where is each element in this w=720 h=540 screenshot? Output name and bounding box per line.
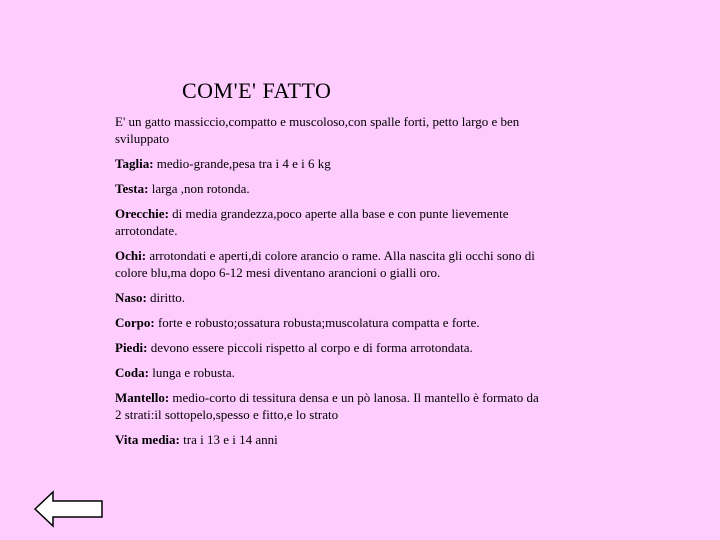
item-text: larga ,non rotonda. [151, 181, 250, 196]
left-arrow-icon [33, 490, 105, 528]
intro-paragraph: E' un gatto massiccio,compatto e muscoloso,con spalle forti, petto largo e ben sviluppato [115, 114, 520, 146]
item-coda [115, 364, 545, 381]
slide-title: COM'E' FATTO [182, 78, 332, 103]
item-mantello [115, 389, 545, 423]
back-button[interactable] [33, 490, 105, 528]
item-text: devono essere piccoli rispetto al corpo e di forma arrotondata. [150, 340, 473, 355]
item-corpo [115, 314, 545, 331]
item-label: Piedi: [115, 340, 148, 355]
item-taglia [115, 155, 545, 172]
item-text: lunga e robusta. [152, 365, 235, 380]
item-vita-media [115, 431, 545, 448]
item-piedi [115, 339, 545, 356]
item-label: Coda: [115, 365, 149, 380]
item-label: Orecchie: [115, 206, 169, 221]
item-label: Naso: [115, 290, 147, 305]
item-label: Corpo: [115, 315, 155, 330]
item-label: Testa: [115, 181, 149, 196]
item-label: Ochi: [115, 248, 147, 263]
item-text: diritto. [150, 290, 186, 305]
item-testa [115, 180, 545, 197]
slide-content [115, 113, 545, 456]
item-orecchie [115, 205, 545, 239]
item-text: forte e robusto;ossatura robusta;muscolatura compatta e forte. [157, 315, 480, 330]
item-occhi [115, 247, 545, 281]
item-label: Mantello: [115, 390, 170, 405]
item-text: medio-grande,pesa tra i 4 e i 6 kg [156, 156, 331, 171]
item-label: Vita media: [115, 432, 180, 447]
item-text: tra i 13 e i 14 anni [183, 432, 278, 447]
item-naso [115, 289, 545, 306]
item-text: di media grandezza,poco aperte alla base e con punte lievemente arrotondate. [115, 206, 509, 238]
item-label: Taglia: [115, 156, 154, 171]
item-text: medio-corto di tessitura densa e un pò lanosa. Il mantello è formato da 2 strati:il sottopelo,spesso e fitto,e lo strato [115, 390, 539, 422]
item-text: arrotondati e aperti,di colore arancio o rame. Alla nascita gli occhi sono di colore blu,ma dopo 6-12 mesi diventano arancioni o gialli oro. [115, 248, 535, 280]
